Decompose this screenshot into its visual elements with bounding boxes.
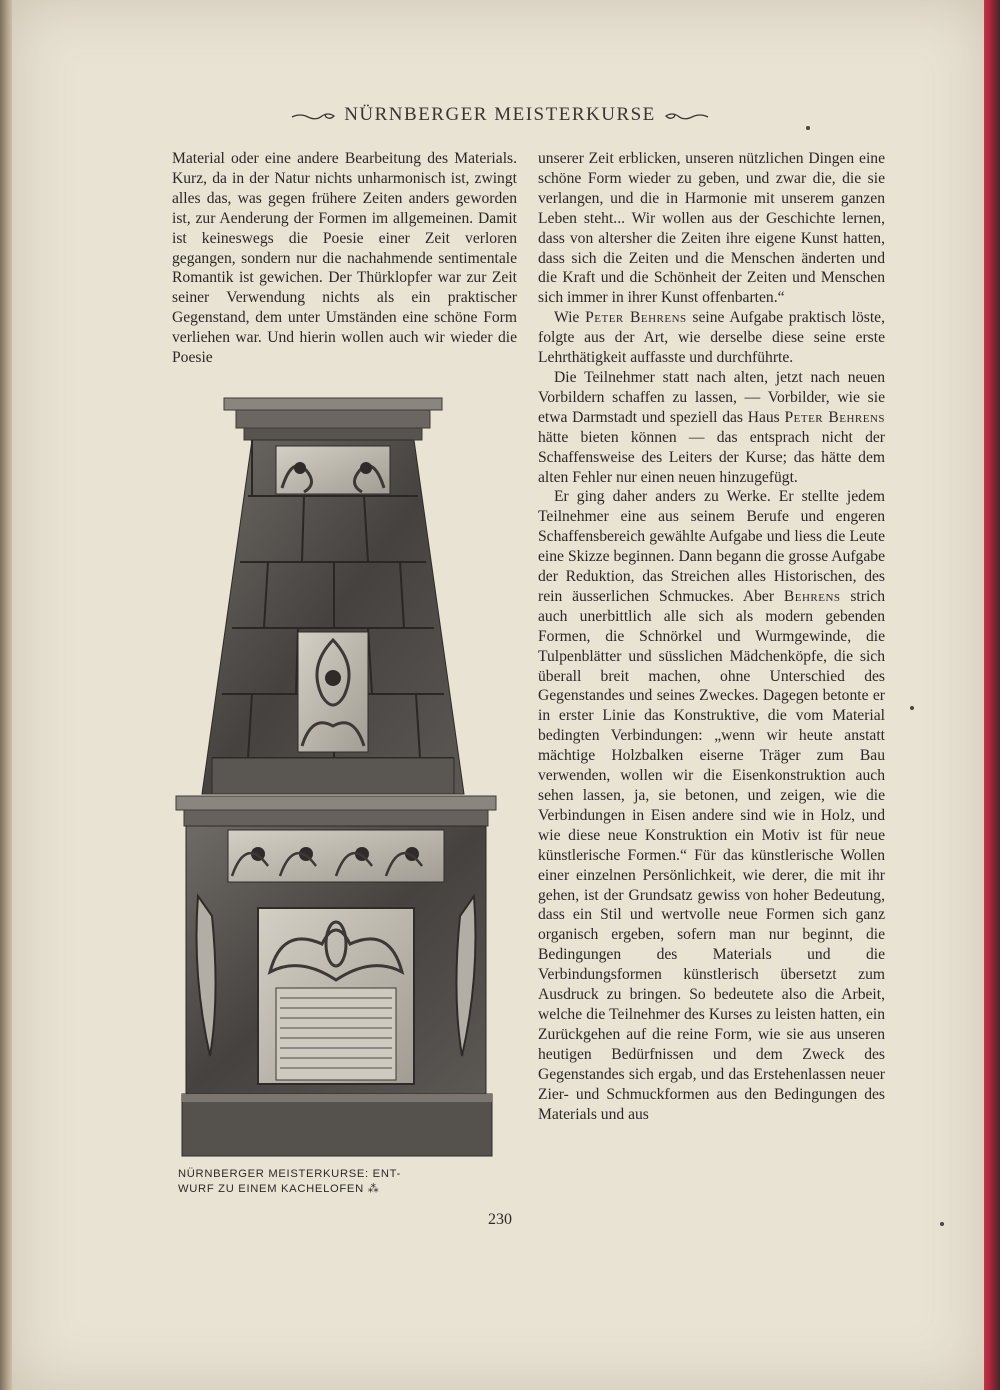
- name-peter-behrens: Peter Behrens: [784, 408, 886, 426]
- right-paragraph-1: unserer Zeit erblicken, unseren nützlichen Dingen eine schöne Form wieder zu geben, und zwar die, die sie verlangen, und die in Harmonie mit unserem ganzen Leben steht... Wir wollen aus der Geschichte lernen, dass von altersher die Zeiten ihre eigene Kunst hatten, dass sich die Zeiten und die Menschen änderten und die Kraft und die Schönheit der Zeiten und Menschen sich immer in ihrer Kunst offenbarten.“: [538, 150, 885, 307]
- right-paragraph-3: [538, 368, 885, 487]
- right-text-column: [538, 149, 885, 1124]
- figure-caption: [178, 1167, 418, 1197]
- paragraph-text: hätte bieten können — das entsprach nicht der Schaffensweise des Leiters der Kurse; das hätte dem alten Fehler nur einen neuen hinzugefügt.: [538, 428, 885, 486]
- left-flourish-ornament: [290, 110, 338, 122]
- running-header: [0, 104, 1000, 126]
- name-peter-behrens: Peter Behrens: [585, 309, 687, 327]
- page-edge-red: [984, 0, 1000, 1390]
- speck-mark: [806, 126, 810, 130]
- left-paragraph: Material oder eine andere Bearbeitung des Materials. Kurz, da in der Natur nichts unharmonisch ist, zwingt alles das, was gegen frühere Zeiten anders geworden ist, zur Aenderung der Formen im allgemeinen. Damit ist keineswegs die Poesie einer Zeit verloren gegangen, sondern nur die nachahmende sentimentale Romantik ist gewichen. Der Thürklopfer war zur Zeit seiner Verwendung nichts als ein praktischer Gegenstand, dem unter Umständen eine schöne Form verliehen war. Und hierin wollen auch wir wieder die Poesie: [172, 150, 517, 367]
- name-behrens: Behrens: [783, 587, 841, 605]
- caption-line-2: [178, 1182, 418, 1197]
- left-text-column: [172, 149, 517, 368]
- tiled-stove-illustration: [172, 396, 502, 1162]
- paragraph-text: Er ging daher anders zu Werke. Er stellte jedem Teilnehmer eine aus seinem Berufe und engeren Schaffensbereich gewählte Aufgabe und liess die Leute eine Skizze beginnen. Dann begann die grosse Aufgabe der Reduktion, das Streichen alles Historischen, des rein äusserlichen Schmuckes. Aber: [538, 488, 885, 605]
- caption-text: WURF ZU EINEM KACHELOFEN: [178, 1183, 364, 1195]
- running-header-title: NÜRNBERGER MEISTERKURSE: [344, 104, 656, 125]
- right-flourish-ornament: [662, 110, 710, 122]
- paragraph-text: strich auch unerbittlich alle sich als modern gebenden Formen, die Schnörkel und Wurmgewinde, die Tulpenblätter und süsslichen Mädchenköpfe, die sich überall breit machen, ohne Unterschied des Gegenstandes und seines Zweckes. Dagegen betonte er in erster Linie das Konstruktive, die vom Material bedingten Verbindungen: „wenn wir heute anstatt mächtige Holzbalken eiserne Träger zum Bau verwenden, wollen wir die Eisenkonstruktion auch sehen lassen, ja, sie betonen, und zeigen, wie die Verbindungen in Eisen andere sind wie in Holz, und wie diese neue Konstruktion ein Motiv ist für neue künstlerische Formen.“ Für das künstlerische Wollen einer einzelnen Persönlichkeit, wie derer, die mit ihr gehen, ist der Grundsatz gewiss von hoher Bedeutung, dass ein Stil und wertvolle neue Formen sich ganz organisch ergeben, sofern man nur beginnt, die Bedingungen des Materials und die Verbindungsformen künstlerisch übersetzt zum Ausdruck zu bringen. So bedeutete also die Arbeit, welche die Teilnehmer des Kurses zu leisten hatten, ein Zurückgehen auf die reine Form, wie sie aus unseren heutigen Bedürfnissen und dem Zweck des Gegenstandes sich ergab, und das Erstehenlassen neuer Zier- und Schmuckformen aus den Bedingungen des Materials und aus: [538, 587, 885, 1123]
- speck-mark: [910, 706, 914, 710]
- paragraph-text: seine Aufgabe praktisch löste, folgte aus der Art, wie derselbe diese seine erste Lehrthätigkeit auffasste und durchführte.: [538, 309, 886, 367]
- caption-ornament: ⁂: [367, 1183, 380, 1195]
- right-paragraph-2: [538, 308, 885, 368]
- speck-mark: [940, 1222, 944, 1226]
- page-number: 230: [488, 1211, 512, 1228]
- caption-line-1: NÜRNBERGER MEISTERKURSE: ENT-: [178, 1168, 401, 1180]
- paragraph-text: Wie: [554, 309, 586, 327]
- right-paragraph-4: [538, 487, 885, 1124]
- paragraph-text: Die Teilnehmer statt nach alten, jetzt nach neuen Vorbildern schaffen zu lassen, — Vorbilder, wie sie etwa Darmstadt und speziell das Haus: [538, 368, 885, 426]
